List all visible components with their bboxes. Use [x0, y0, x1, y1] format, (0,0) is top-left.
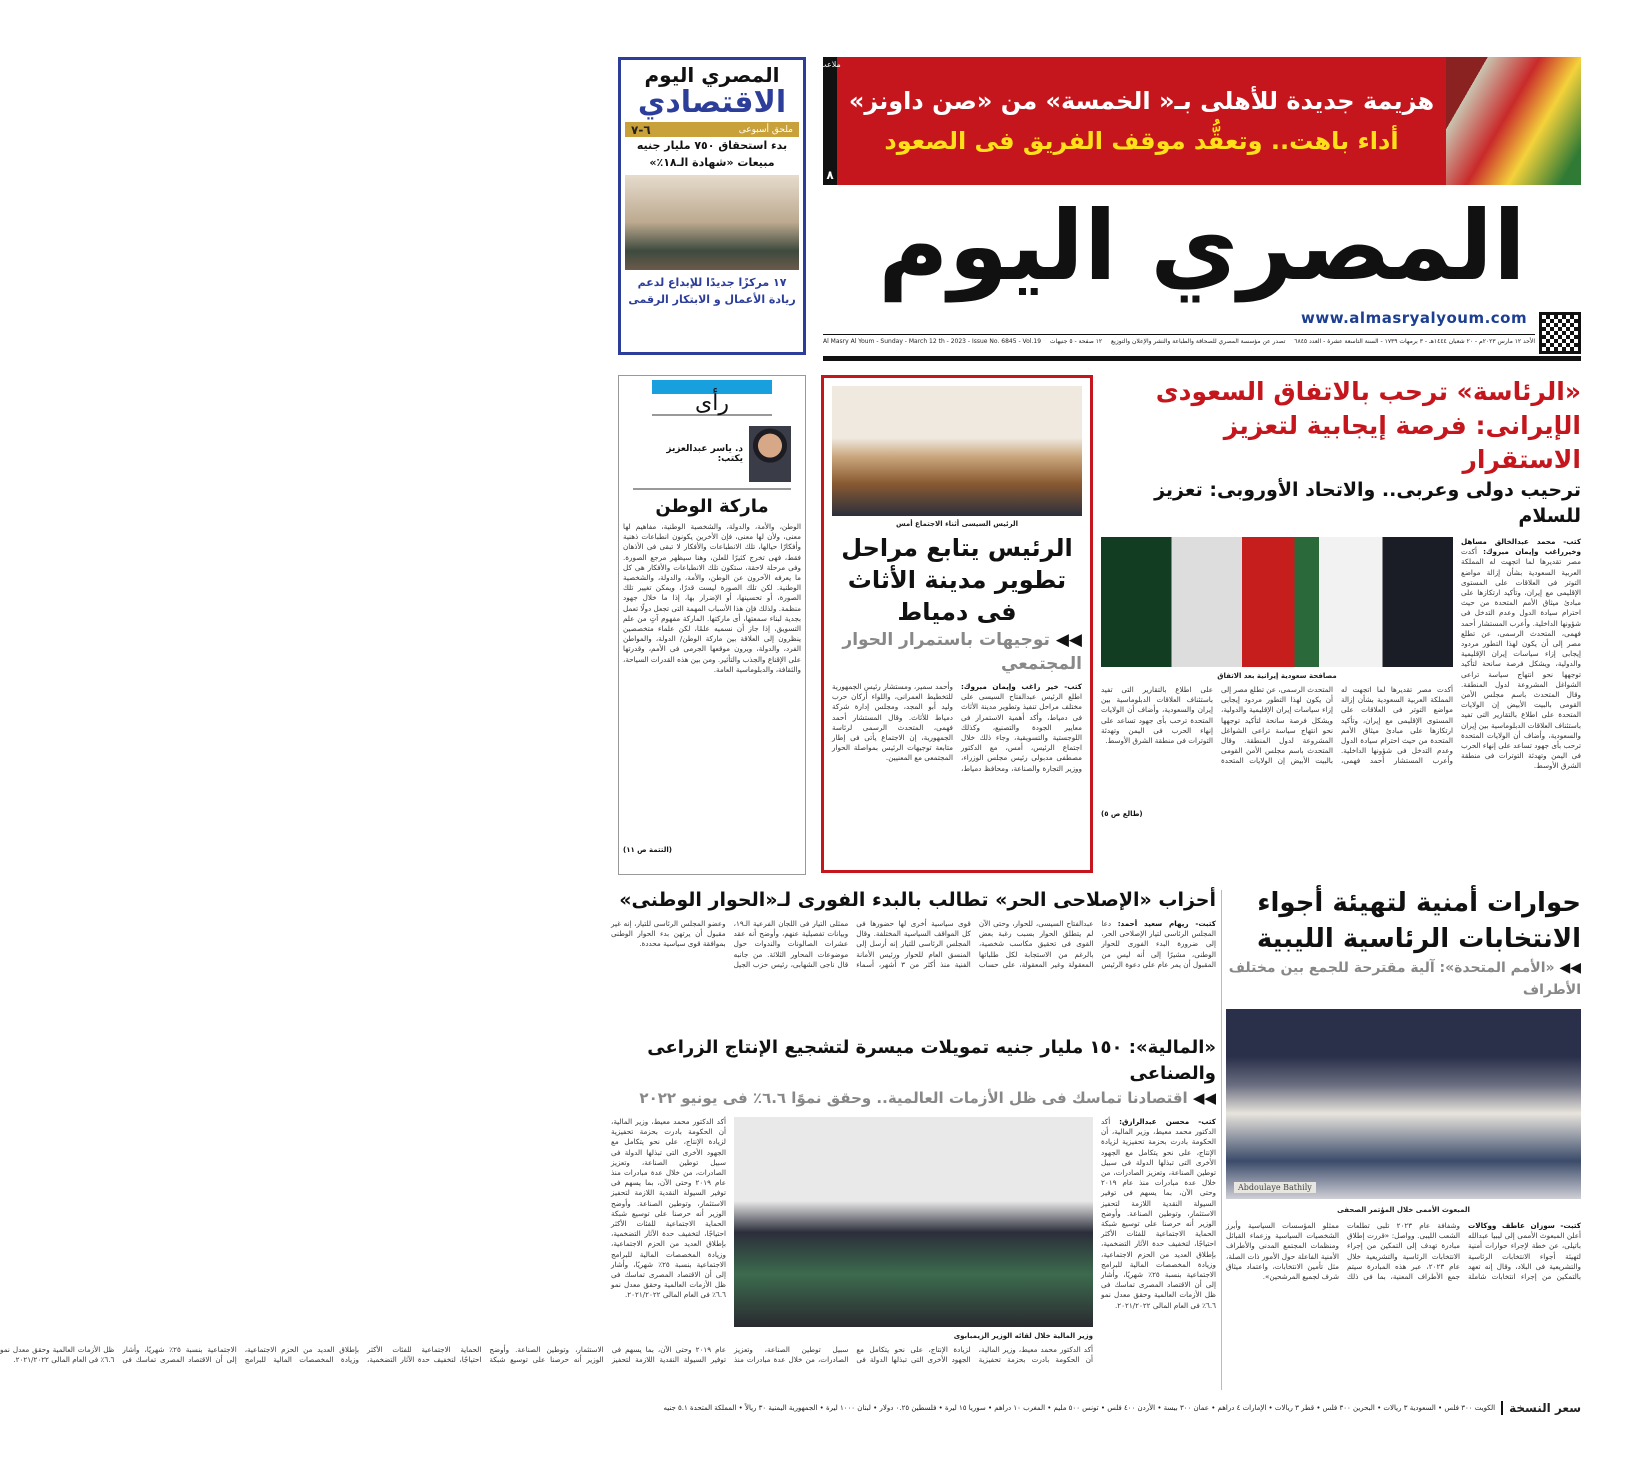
- section-label: ملاعب: [819, 60, 841, 69]
- sports-banner[interactable]: [819, 57, 1581, 185]
- supplement-brand-top: المصري اليوم: [644, 63, 780, 87]
- author-writes: يكتب:: [717, 454, 743, 464]
- masthead-rule: [823, 356, 1581, 361]
- parties-body: [611, 919, 1216, 1017]
- photo-caption: وزير المالية خلال لقائه الوزير الزيمبابوى: [953, 1332, 1093, 1340]
- byline: كتبت- سوزان عاطف ووكالات: [1468, 1221, 1581, 1230]
- story-body: [832, 682, 1082, 832]
- supplement-pages: ٦-٧: [631, 122, 651, 137]
- byline: كتب- خير راغب وإيمان مبروك:: [961, 682, 1082, 691]
- byline: كتب- محسن عبدالرازق:: [1119, 1117, 1216, 1126]
- libya-subhead: «الأمم المتحدة»: آلية مقترحة للجمع بين مختلف الأطراف: [1228, 960, 1581, 998]
- lead-text: أكدت مصر تقديرها لما اتجهت له المملكة العربية السعودية بشأن إزالة مواضع التوتر فى العلاقات على المستوى الإقليمى مع إيران، وتأكيد ارتكازها على مبادئ ميثاق الأمم المتحدة من حيث احترام سيادة الدول وعدم التدخل فى شؤونها الداخلية. وأعرب المستشار أحمد فهمى، المتحدث الرسمى، عن تطلع مصر إلى أن يكون لهذا التطور مردود إيجابى إزاء سياسات إيران الإقليمية والدولية، ويشكل فرصة سانحة لتأكيد توجهها نحو انتهاج سياسة تراعى الشواغل المشروعة لدول المنطقة. وقال المتحدث باسم مجلس الأمن القومى بالبيت الأبيض إن الولايات المتحدة على اطلاع بالتقارير التى تفيد باستئناف العلاقات الدبلوماسية بين إيران والسعودية، وأضاف أن الولايات المتحدة ترحب بأى جهود تساعد على إنهاء الحرب فى اليمن وتهدئة التوترات فى منطقة الشرق الأوسط.: [1461, 547, 1581, 771]
- author-block: [633, 426, 791, 490]
- byline: كتبت- ريهام سعيد أحمد:: [1117, 919, 1216, 928]
- president-story-box[interactable]: [821, 375, 1093, 873]
- main-headline-2[interactable]: الإيرانى: فرصة إيجابية لتعزيز الاستقرار: [1223, 411, 1581, 474]
- libya-story[interactable]: [1226, 885, 1581, 1395]
- byline: كتب- محمد عبدالخالق مساهل وخيرراغب وإيمان مبروك:: [1461, 537, 1581, 557]
- issue-info-line: [823, 338, 1535, 354]
- opinion-column[interactable]: [618, 375, 806, 875]
- continued-note[interactable]: (طالع ص ٥): [1101, 810, 1143, 818]
- arrows-icon: ◀◀: [1192, 1089, 1216, 1107]
- issue-date-ar: الأحد ١٢ مارس ٢٠٢٣م - ٢٠ شعبان ١٤٤٤هـ - ٣ برمهات ١٧٣٩ - السنة التاسعة عشرة - العدد ٦٨٤٥: [1294, 338, 1535, 345]
- opinion-title[interactable]: ماركة الوطن: [655, 496, 769, 517]
- banner-subheadline[interactable]: أداء باهت.. وتعقُّد موقف الفريق فى الصعود: [884, 127, 1399, 155]
- nameplate: Abdoulaye Bathily: [1234, 1182, 1316, 1193]
- publisher-line: تصدر عن مؤسسة المصري للصحافة والطباعة والنشر والإعلان والتوزيع: [1110, 338, 1286, 345]
- column-divider: [1221, 890, 1222, 1390]
- handshake-photo: [1101, 537, 1453, 667]
- author-name: د. ياسر عبدالعزيز: [666, 444, 743, 454]
- newspaper-logo[interactable]: المصري اليوم: [878, 190, 1526, 302]
- arrows-icon: ◀◀: [1055, 630, 1082, 650]
- story-headline[interactable]: الرئيس يتابع مراحل تطوير مدينة الأثاث فى دمياط: [841, 534, 1073, 626]
- price-label: سعر النسخة: [1501, 1401, 1581, 1415]
- main-story-body: أكدت مصر تقديرها لما اتجهت له المملكة العربية السعودية بشأن إزالة مواضع التوتر فى العلاقات على المستوى الإقليمى مع إيران، وتأكيد ارتكازها على مبادئ ميثاق الأمم المتحدة من حيث احترام سيادة الدول وعدم التدخل فى شؤونها الداخلية. وأعرب المستشار أحمد فهمى، المتحدث الرسمى، عن تطلع مصر إلى أن يكون لهذا التطور مردود إيجابى إزاء سياسات إيران الإقليمية والدولية، ويشكل فرصة سانحة لتأكيد توجهها نحو انتهاج سياسة تراعى الشواغل المشروعة لدول المنطقة. وقال المتحدث باسم مجلس الأمن القومى بالبيت الأبيض إن الولايات المتحدة على اطلاع بالتقارير التى تفيد باستئناف العلاقات الدبلوماسية بين إيران والسعودية، وأضاف أن الولايات المتحدة ترحب بأى جهود تساعد على إنهاء الحرب فى اليمن وتهدئة التوترات فى منطقة الشرق الأوسط.: [1101, 685, 1453, 766]
- main-headline-3[interactable]: ترحيب دولى وعربى.. والاتحاد الأوروبى: تعزيز للسلام: [1154, 479, 1581, 527]
- opinion-label: رأى: [652, 380, 772, 416]
- issue-info-en: Al Masry Al Youm - Sunday - March 12 th - 2023 - Issue No. 6845 - Vol.19: [823, 338, 1042, 345]
- price-footer: [611, 1400, 1581, 1416]
- photo-caption: الرئيس السيسى أثناء الاجتماع أمس: [895, 520, 1019, 528]
- finance-body-bottom: أكد الدكتور محمد معيط، وزير المالية، أن الحكومة بادرت بحزمة تحفيزية لزيادة الإنتاج، على نحو يتكامل مع الجهود الأخرى التى تبذلها الدولة فى سبيل توطين الصناعة، وتعزيز الصادرات، من خلال عدة مبادرات منذ عام ٢٠١٩ وحتى الآن، بما يسهم فى توفير السيولة النقدية اللازمة لتحفيز الاستثمار، وتوطين الصناعة. وأوضح الوزير أنه حرصنا على توسيع شبكة الحماية الاجتماعية للفئات الأكثر احتياجًا، لتخفيف حدة الآثار التضخمية، بإطلاق العديد من الحزم الاجتماعية، وزيادة المخصصات المالية للبرامج الاجتماعية بنسبة ٢٥٪ شهريًا، وأشار إلى أن الاقتصاد المصرى تماسك فى ظل الأزمات العالمية وحقق معدل نمو ٦.٦٪ فى العام المالى ٢٠٢١/٢٠٢٢.: [0, 1345, 1093, 1365]
- supplement-headline-4[interactable]: ريادة الأعمال و الابتكار الرقمى: [628, 293, 796, 306]
- photo-caption: مصافحة سعودية إيرانية بعد الاتفاق: [1217, 672, 1337, 680]
- central-bank-photo: [625, 175, 799, 270]
- supplement-headline-3[interactable]: ١٧ مركزًا جديدًا للإبداع لدعم: [637, 276, 787, 289]
- supplement-headline-2[interactable]: مبيعات «شهادة الـ١٨٪»: [649, 156, 775, 169]
- divider: [823, 334, 1535, 335]
- finance-body-left: أكد الدكتور محمد معيط، وزير المالية، أن الحكومة بادرت بحزمة تحفيزية لزيادة الإنتاج، على نحو يتكامل مع الجهود الأخرى التى تبذلها الدولة فى سبيل توطين الصناعة، وتعزيز الصادرات، من خلال عدة مبادرات منذ عام ٢٠١٩ وحتى الآن، بما يسهم فى توفير السيولة النقدية اللازمة لتحفيز الاستثمار، وتوطين الصناعة. وأوضح الوزير أنه حرصنا على توسيع شبكة الحماية الاجتماعية للفئات الأكثر احتياجًا، لتخفيف حدة الآثار التضخمية، بإطلاق العديد من الحزم الاجتماعية، وزيادة المخصصات المالية للبرامج الاجتماعية بنسبة ٢٥٪ شهريًا، وأشار إلى أن الاقتصاد المصرى تماسك فى ظل الأزمات العالمية وحقق معدل نمو ٦.٦٪ فى العام المالى ٢٠٢١/٢٠٢٢.: [611, 1117, 726, 1300]
- libya-headline-2[interactable]: الانتخابات الرئاسية الليبية: [1256, 924, 1581, 954]
- continued-note[interactable]: (التتمة ص ١١): [623, 846, 672, 854]
- supplement-brand-main: الاقتصادي: [637, 85, 787, 120]
- finance-lead: [1101, 1117, 1216, 1377]
- story-subhead: توجيهات باستمرار الحوار المجتمعي: [842, 630, 1082, 674]
- finance-story[interactable]: [0, 1035, 1216, 1395]
- main-headline-1[interactable]: «الرئاسة» ترحب بالاتفاق السعودى: [1155, 377, 1581, 406]
- libya-text: أعلن المبعوث الأممى إلى ليبيا عبدالله باتيلى، عن خطة لإجراء حوارات أمنية لتهيئة أجواء الانتخابات الرئاسية والتشريعية فى البلاد، وقال إنه تعهد بالتمكين من إجراء انتخابات شاملة وشفافة عام ٢٠٢٣ تلبى تطلعات الشعب الليبى. وواصل: «قررت إطلاق مبادرة تهدف إلى التمكين من إجراء الانتخابات الرئاسية والتشريعية خلال عام ٢٠٢٣، عبر هذه المبادرة سيتم جمع الأطراف المعنية، بما فى ذلك ممثلو المؤسسات السياسية وأبرز الشخصيات السياسية وزعماء القبائل ومنظمات المجتمع المدنى والأطراف الأمنية الفاعلة حول الأمور ذات الصلة، مثل تأمين الانتخابات، واعتماد ميثاق شرف لجميع المرشحين».: [1226, 1221, 1581, 1282]
- qr-code-icon[interactable]: [1539, 312, 1581, 354]
- economic-supplement-box[interactable]: [618, 57, 806, 355]
- main-story[interactable]: [1101, 375, 1581, 875]
- section-tab: [819, 57, 841, 185]
- banner-headline[interactable]: هزيمة جديدة للأهلى بـ« الخمسة» من «صن داونز»: [848, 87, 1435, 115]
- pages-price: ١٢ صفحة - ٥ جنيهات: [1049, 338, 1103, 345]
- supplement-label: ملحق أسبوعى: [738, 124, 793, 135]
- story-text: اطلع الرئيس عبدالفتاح السيسى على مختلف مراحل تنفيذ وتطوير مدينة الأثاث فى دمياط، وأكد أهمية الاستمرار فى معايير الجودة والتصنيع، وكذلك اللوجستية والتسويقية، وجاء ذلك خلال اجتماع الرئيس، أمس، مع الدكتور مصطفى مدبولى رئيس مجلس الوزراء، ووزير التجارة والصناعة، ومحافظ دمياط، وأحمد سمير، ومستشار رئيس الجمهورية للتخطيط العمرانى، واللواء أركان حرب وليد أبو المجد، ومجلس إدارة شركة دمياط للأثاث. وقال المستشار أحمد فهمى، المتحدث الرسمى لرئاسة الجمهورية، إن الاجتماع يأتى فى إطار متابعة توجيهات الرئيس بمواصلة الحوار المجتمعى مع المعنيين.: [832, 682, 1082, 773]
- football-match-photo: [1446, 57, 1581, 185]
- parties-story[interactable]: [611, 885, 1216, 1030]
- meeting-photo: [832, 386, 1082, 516]
- finance-lead-text: أكد الدكتور محمد معيط، وزير المالية، أن الحكومة بادرت بحزمة تحفيزية لزيادة الإنتاج، على نحو يتكامل مع الجهود الأخرى التى تبذلها الدولة فى سبيل توطين الصناعة، وتعزيز الصادرات، من خلال عدة مبادرات منذ عام ٢٠١٩ وحتى الآن، بما يسهم فى توفير السيولة النقدية اللازمة لتحفيز الاستثمار، وتوطين الصناعة. وأوضح الوزير أنه حرصنا على توسيع شبكة الحماية الاجتماعية للفئات الأكثر احتياجًا، لتخفيف حدة الآثار التضخمية، بإطلاق العديد من الحزم الاجتماعية، وزيادة المخصصات المالية للبرامج الاجتماعية بنسبة ٢٥٪ شهريًا، وأشار إلى أن الاقتصاد المصرى تماسك فى ظل الأزمات العالمية وحقق معدل نمو ٦.٦٪ فى العام المالى ٢٠٢١/٢٠٢٢.: [1101, 1117, 1216, 1310]
- website-url[interactable]: www.almasryalyoum.com: [1301, 309, 1528, 327]
- photo-caption: المبعوث الأممى خلال المؤتمر الصحفى: [1337, 1206, 1470, 1214]
- libya-headline-1[interactable]: حوارات أمنية لتهيئة أجواء: [1257, 888, 1581, 918]
- finance-headline[interactable]: «المالية»: ١٥٠ مليار جنيه تمويلات ميسرة لتشجيع الإنتاج الزراعى والصناعى: [647, 1037, 1216, 1084]
- supplement-headline-1[interactable]: بدء استحقاق ٧٥٠ مليار جنيه: [636, 139, 788, 152]
- libya-body: [1226, 1221, 1581, 1361]
- opinion-body: الوطن، والأمة، والدولة، والشخصية الوطنية، مفاهيم لها معنى، ولأن لها معنى، فإن الأخرين يكونون انطباعات ذهنية وأفكارًا حيالها، تلك الانطباعات والأفكار لا تبقى فى الأذهان فقط، فهى تخرج كثيرًا للعلن، وهنا سيظهر مرجع الصورة. وفى مرحلة لاحقة، ستكون تلك الانطباعات والأفكار هى كل ما يعرفه الآخرون عن الوطن، والأمة، والدولة، والشخصية الوطنية. لكن تلك الصورة ليست قدرًا، ويمكن تغيير تلك الصورة، أو تحسينها، أو الإضرار بها، إذا ما خلال جهود منظمة. ولذلك فإن هذا الأسباب المهمة التى تجعل دولًا تعمل بجدية لبناء سمعتها، أى ماركتها. الماركة مفهوم آتٍ من علم التسويق، إذا جاز أن نسميه علمًا، لكن علماء متخصصين ينظرون إلى العلاقة بين ماركة الوطن/ الدولة، والمواطن الفرد، والدولة، ويرون موقعها الجرمى فى الأمم، وقدرتها على الإقناع والجذب والتأثير. ومن بين هذه القدرات السياحة، والثقافة، والدبلوماسية العامة.: [623, 522, 801, 674]
- parties-text: دعا المجلس الرئاسى لتيار الإصلاحى الحر، إلى ضرورة البدء الفورى للحوار الوطنى، مشيرًا إلى أنه ليس من المقبول أن يمر عام على دعوة الرئيس عبدالفتاح السيسى، للحوار، وحتى الآن لم يتطلق الحوار بسبب رغبة بعض القوى فى تحقيق مكاسب شخصية، بالرغم من الاستجابة لكل طلباتها المعقولة وغير المعقولة، على حساب قوى سياسية أخرى لها حضورها فى كل المواقف السياسية المختلفة. وقال المجلس الرئاسى للتيار إنه أرسل إلى المنسق العام للحوار ورئيس الأمانة الفنية منذ أكثر من ٣ أشهر، أسماء ممثلى التيار فى اللجان الفرعية الـ١٩، وبيانات تفصيلية عنهم، وأوضح أنه عقد عشرات الصالونات والندوات حول موضوعات المحاور الثلاثة. من جانبه قال ناجى الشهابى، رئيس حزب الجيل وعضو المجلس الرئاسى للتيار، إنه غير مقبول أن يرتهن بدء الحوار الوطنى بموافقة قوى سياسية محددة.: [611, 919, 1216, 969]
- envoy-photo: [1226, 1009, 1581, 1199]
- price-list: الكويت ٣٠٠ فلس • السعودية ٣ ريالات • البحرين ٣٠٠ فلس • قطر ٣ ريالات • الإمارات ٤ دراهم • عمان ٣٠٠ بيسة • الأردن ٤٠٠ فلس • تونس ٥٠٠ مليم • المغرب ١٠ دراهم • سوريا ١٥ ليرة • فلسطين ٠.٢٥ دولار • لبنان ١٠٠٠ ليرة • الجمهورية اليمنية ٣٠ ريالاً • المملكة المتحدة ٥.١ جنيه: [663, 1404, 1496, 1412]
- finance-subhead: اقتصادنا تماسك فى ظل الأزمات العالمية.. وحقق نموًا ٦.٦٪ فى يونيو ٢٠٢٢: [639, 1089, 1188, 1107]
- main-story-lead: [1461, 537, 1581, 832]
- arrows-icon: ◀◀: [1559, 960, 1581, 976]
- page-number: ٨: [826, 168, 834, 182]
- supplement-strip: [625, 122, 799, 137]
- parties-headline[interactable]: أحزاب «الإصلاحى الحر» تطالب بالبدء الفورى لـ«الحوار الوطنى»: [619, 889, 1216, 911]
- author-avatar: [749, 426, 791, 482]
- finance-minister-photo: [734, 1117, 1093, 1327]
- masthead: [823, 188, 1581, 328]
